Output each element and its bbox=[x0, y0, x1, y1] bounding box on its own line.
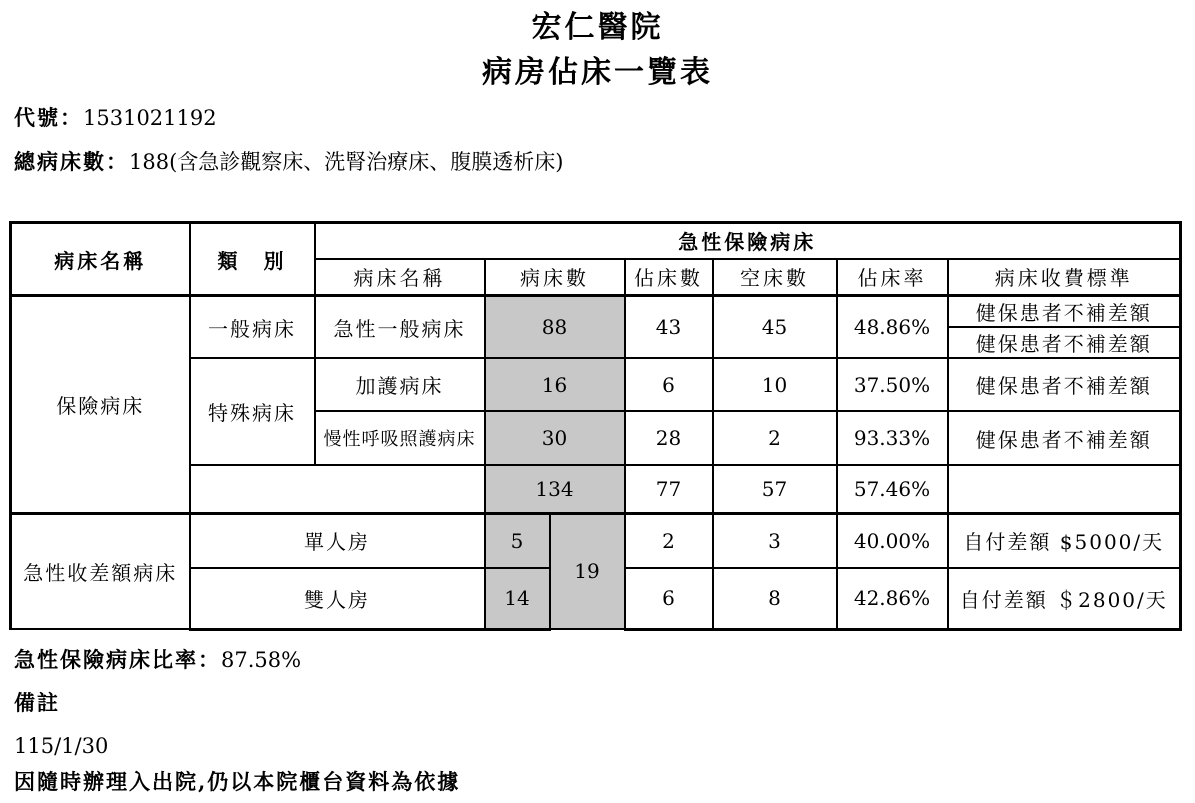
single-room-name: 單人房 bbox=[190, 513, 485, 568]
report-date: 115/1/30 bbox=[14, 734, 109, 758]
code-value: 1531021192 bbox=[83, 106, 217, 130]
footnote: 因隨時辦理入出院,仍以本院櫃台資料為依據 bbox=[14, 769, 461, 794]
single-room-rate: 40.00% bbox=[837, 513, 948, 568]
general-bed-name: 急性一般病床 bbox=[315, 296, 485, 359]
respiratory-fee: 健保患者不補差額 bbox=[948, 411, 1181, 465]
general-bed-count: 88 bbox=[485, 296, 625, 359]
double-room-name: 雙人房 bbox=[190, 568, 485, 629]
column-bed-count: 病床數 bbox=[485, 259, 625, 296]
column-fee-standard: 病床收費標準 bbox=[948, 259, 1181, 296]
single-room-occupied: 2 bbox=[625, 513, 713, 568]
header-acute-insured-beds: 急性保險病床 bbox=[315, 223, 1181, 259]
subtotal-label-cell bbox=[190, 465, 485, 513]
bed-occupancy-table bbox=[9, 221, 1182, 631]
ratio-value: 87.58% bbox=[221, 648, 302, 672]
total-beds-label: 總病床數： bbox=[14, 149, 129, 174]
general-fee-2: 健保患者不補差額 bbox=[948, 327, 1181, 358]
column-bed-name: 病床名稱 bbox=[315, 259, 485, 296]
remarks-label: 備註 bbox=[14, 690, 60, 715]
respiratory-empty: 2 bbox=[713, 411, 837, 465]
total-beds-line bbox=[14, 147, 563, 177]
icu-fee: 健保患者不補差額 bbox=[948, 358, 1181, 411]
code-line bbox=[14, 103, 217, 133]
single-room-empty: 3 bbox=[713, 513, 837, 568]
column-empty: 空床數 bbox=[713, 259, 837, 296]
double-room-empty: 8 bbox=[713, 568, 837, 629]
general-empty: 45 bbox=[713, 296, 837, 359]
ratio-label: 急性保險病床比率： bbox=[14, 647, 221, 672]
report-title: 病房佔床一覽表 bbox=[482, 55, 713, 90]
respiratory-occupied: 28 bbox=[625, 411, 713, 465]
double-room-occupied: 6 bbox=[625, 568, 713, 629]
self-pay-total-beds: 19 bbox=[550, 513, 625, 629]
icu-rate: 37.50% bbox=[837, 358, 948, 411]
general-occupied: 43 bbox=[625, 296, 713, 359]
header-bed-name: 病床名稱 bbox=[11, 223, 190, 296]
hospital-name: 宏仁醫院 bbox=[531, 10, 664, 45]
icu-bed-name: 加護病床 bbox=[315, 358, 485, 411]
code-label: 代號： bbox=[14, 105, 83, 130]
subtotal-occupied: 77 bbox=[625, 465, 713, 513]
single-room-fee: 自付差額 $5000/天 bbox=[948, 513, 1181, 568]
column-occupied: 佔床數 bbox=[625, 259, 713, 296]
respiratory-bed-name: 慢性呼吸照護病床 bbox=[315, 411, 485, 465]
insured-beds-label: 保險病床 bbox=[11, 296, 190, 514]
double-room-rate: 42.86% bbox=[837, 568, 948, 629]
general-rate: 48.86% bbox=[837, 296, 948, 359]
total-beds-value: 188(含急診觀察床、洗腎治療床、腹膜透析床) bbox=[129, 150, 564, 174]
double-room-fee: 自付差額 ＄2800/天 bbox=[948, 568, 1181, 629]
icu-empty: 10 bbox=[713, 358, 837, 411]
header-category: 類 別 bbox=[190, 223, 315, 296]
respiratory-rate: 93.33% bbox=[837, 411, 948, 465]
subtotal-fee-cell bbox=[948, 465, 1181, 513]
self-pay-beds-label: 急性收差額病床 bbox=[11, 513, 190, 629]
single-room-bed-count: 5 bbox=[485, 513, 550, 568]
special-bed-category: 特殊病床 bbox=[190, 358, 315, 465]
icu-occupied: 6 bbox=[625, 358, 713, 411]
column-occupancy-rate: 佔床率 bbox=[837, 259, 948, 296]
respiratory-bed-count: 30 bbox=[485, 411, 625, 465]
general-fee-1: 健保患者不補差額 bbox=[948, 296, 1181, 328]
subtotal-bed-count: 134 bbox=[485, 465, 625, 513]
icu-bed-count: 16 bbox=[485, 358, 625, 411]
subtotal-empty: 57 bbox=[713, 465, 837, 513]
double-room-bed-count: 14 bbox=[485, 568, 550, 629]
subtotal-rate: 57.46% bbox=[837, 465, 948, 513]
ratio-line bbox=[14, 645, 301, 675]
general-bed-category: 一般病床 bbox=[190, 296, 315, 359]
